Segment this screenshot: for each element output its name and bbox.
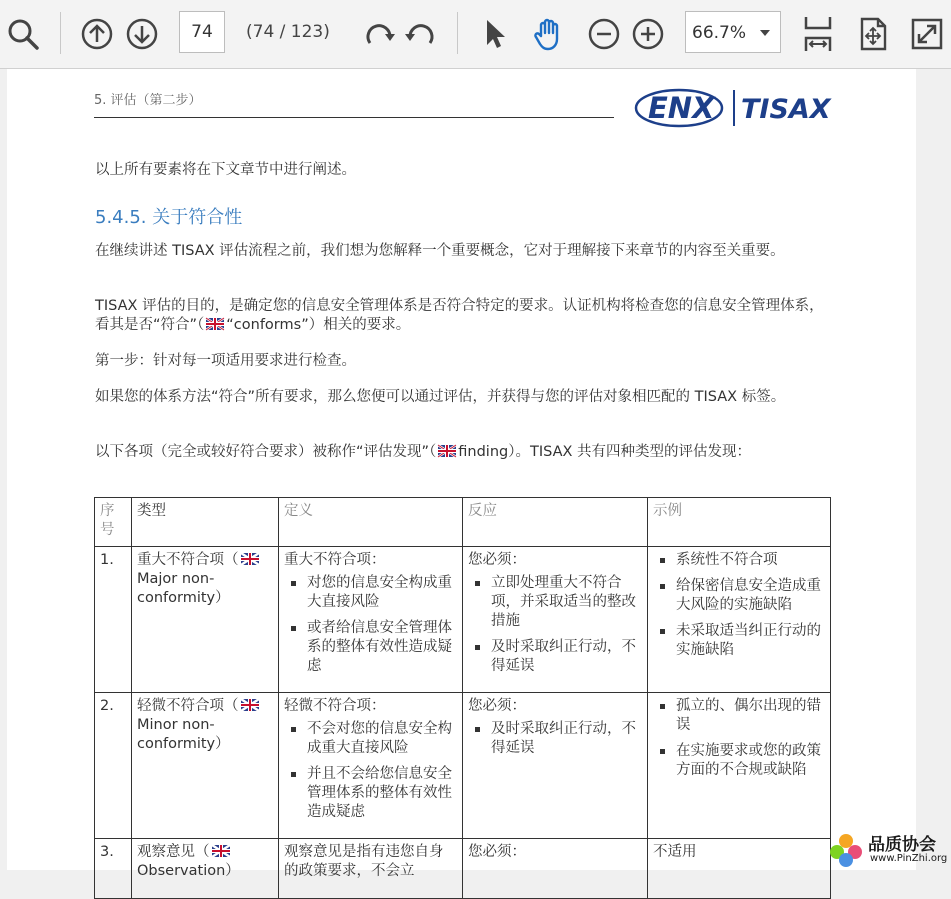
hand-tool-button[interactable] (529, 12, 569, 56)
fullscreen-button[interactable] (907, 12, 947, 56)
list-item: 孤立的、偶尔出现的错误 (676, 697, 825, 735)
uk-flag-icon (212, 845, 230, 857)
chevron-down-icon (760, 30, 770, 36)
row-number: 1. (95, 547, 132, 693)
arrow-down-circle-icon (125, 17, 159, 51)
pdf-page (7, 69, 916, 879)
fit-width-button[interactable] (798, 12, 838, 56)
paragraph-1: 在继续讲述 TISAX 评估流程之前，我们想为您解释一个重要概念，它对于理解接下来章节的内容至关重要。 (95, 243, 785, 259)
rotate-clockwise-button[interactable] (360, 12, 400, 56)
fit-width-icon (801, 14, 835, 54)
list-item: 对您的信息安全构成重大直接风险 (307, 574, 457, 612)
table-row (95, 839, 831, 899)
col-header-definition: 定义 (279, 498, 463, 547)
list-item: 在实施要求或您的政策方面的不合规或缺陷 (676, 742, 825, 780)
flower-logo-icon (826, 830, 866, 870)
next-page-button[interactable] (122, 12, 162, 56)
paragraph-3: 第一步：针对每一项适用要求进行检查。 (95, 353, 356, 369)
search-icon (6, 17, 40, 51)
col-header-example: 示例 (648, 498, 831, 547)
list-item: 未采取适当纠正行动的实施缺陷 (676, 622, 825, 660)
fullscreen-icon (910, 17, 944, 51)
row-response: 您必须： 立即处理重大不符合项，并采取适当的整改措施 及时采取纠正行动，不得延误 (463, 547, 648, 693)
arrow-up-circle-icon (80, 17, 114, 51)
uk-flag-icon (241, 699, 259, 711)
page-count: (74 / 123) (246, 22, 330, 42)
row-type: 观察意见（ Observation） (132, 839, 279, 899)
list-item: 并且不会给您信息安全管理体系的整体有效性造成疑虑 (307, 765, 457, 822)
zoom-value: 66.7% (692, 23, 747, 43)
table-row (95, 547, 831, 693)
pointer-icon (481, 17, 507, 51)
zoom-in-icon (631, 17, 665, 51)
zoom-out-button[interactable] (584, 12, 624, 56)
logo-tisax-text: TISAX (741, 94, 831, 125)
rotate-ccw-icon (402, 17, 438, 51)
select-tool-button[interactable] (474, 12, 514, 56)
section-heading: 5.4.5. 关于符合性 (95, 207, 243, 228)
row-type: 轻微不符合项（ Minor non-conformity） (132, 693, 279, 839)
list-item: 及时采取纠正行动，不得延误 (491, 638, 642, 676)
table-header-row (95, 498, 831, 547)
findings-table (94, 497, 831, 899)
page-number-input[interactable]: 74 (179, 11, 225, 53)
list-item: 给保密信息安全造成重大风险的实施缺陷 (676, 577, 825, 615)
rotate-cw-icon (362, 17, 398, 51)
row-number: 2. (95, 693, 132, 839)
watermark (826, 828, 951, 870)
uk-flag-icon (438, 445, 456, 457)
row-number: 3. (95, 839, 132, 899)
list-item: 不会对您的信息安全构成重大直接风险 (307, 720, 457, 758)
list-item: 及时采取纠正行动，不得延误 (491, 720, 642, 758)
list-item: 立即处理重大不符合项，并采取适当的整改措施 (491, 574, 642, 631)
paragraph-2: TISAX 评估的目的，是确定您的信息安全管理体系是否符合特定的要求。认证机构将检查您的信息安全管理体系，看其是否“符合”（ “conforms”）相关的要求。 (95, 298, 824, 333)
row-example: 不适用 (648, 839, 831, 899)
zoom-out-icon (587, 17, 621, 51)
col-header-type: 类型 (132, 498, 279, 547)
table-row (95, 693, 831, 839)
rotate-counterclockwise-button[interactable] (400, 12, 440, 56)
watermark-name: 品质协会 (868, 835, 936, 855)
intro-paragraph: 以上所有要素将在下文章节中进行阐述。 (95, 162, 356, 178)
row-response: 您必须： 及时采取纠正行动，不得延误 (463, 693, 648, 839)
paragraph-4: 如果您的体系方法“符合”所有要求，那么您便可以通过评估，并获得与您的评估对象相匹配的 TISAX 标签。 (95, 389, 786, 405)
watermark-url: www.PinZhi.org (870, 853, 948, 864)
search-button[interactable] (3, 12, 43, 56)
previous-page-button[interactable] (77, 12, 117, 56)
zoom-select[interactable] (685, 11, 781, 53)
uk-flag-icon (206, 318, 224, 330)
row-definition: 重大不符合项： 对您的信息安全构成重大直接风险 或者给信息安全管理体系的整体有效性造成疑虑 (279, 547, 463, 693)
section-header: 5. 评估（第二步） (94, 93, 202, 108)
row-response: 您必须： (463, 839, 648, 899)
zoom-in-button[interactable] (628, 12, 668, 56)
uk-flag-icon (241, 553, 259, 565)
row-example (648, 693, 831, 839)
fit-page-button[interactable] (853, 12, 893, 56)
fit-page-icon (857, 16, 889, 52)
list-item: 或者给信息安全管理体系的整体有效性造成疑虑 (307, 619, 457, 676)
row-definition: 轻微不符合项： 不会对您的信息安全构成重大直接风险 并且不会给您信息安全管理体系的整体有效性造成疑虑 (279, 693, 463, 839)
header-rule (94, 117, 614, 118)
hand-icon (531, 16, 567, 52)
logo-enx-text: ENX (648, 91, 715, 125)
row-example (648, 547, 831, 693)
col-header-number: 序号 (95, 498, 132, 547)
row-type: 重大不符合项（ Major non-conformity） (132, 547, 279, 693)
row-definition: 观察意见是指有违您自身的政策要求，不会立 (279, 839, 463, 899)
col-header-response: 反应 (463, 498, 648, 547)
list-item: 系统性不符合项 (676, 551, 825, 570)
pdf-toolbar (0, 0, 951, 69)
paragraph-5: 以下各项（完全或较好符合要求）被称作“评估发现”（ finding）。TISAX 共有四种类型的评估发现： (95, 444, 752, 460)
enx-tisax-logo (635, 85, 835, 131)
